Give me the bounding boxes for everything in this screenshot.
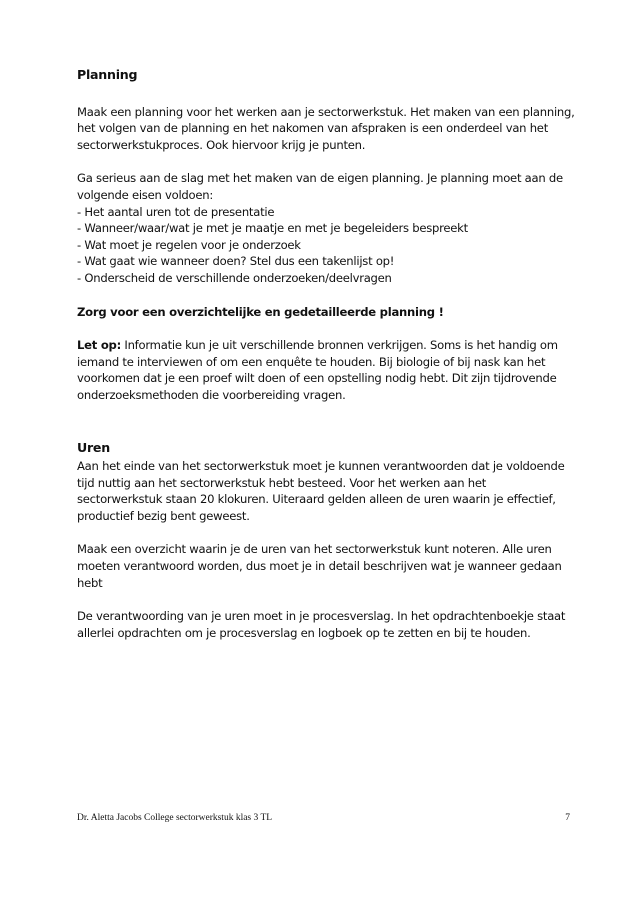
uren-paragraph-1 <box>77 458 577 524</box>
page-content <box>77 67 577 641</box>
text-line <box>77 337 577 354</box>
text-line: Aan het einde van het sectorwerkstuk moet je kunnen verantwoorden dat je voldoende <box>77 459 565 474</box>
planning-heading: Planning <box>77 67 138 82</box>
page-number: 7 <box>565 813 570 823</box>
text-line: het volgen van de planning en het nakomen van afspraken is een onderdeel van het <box>77 121 548 136</box>
footer-title: Dr. Aletta Jacobs College sectorwerkstuk klas 3 TL <box>77 813 273 823</box>
text-line: hebt <box>77 575 103 590</box>
planning-paragraph-1 <box>77 104 577 154</box>
text-line: sectorwerkstukproces. Ook hiervoor krijg je punten. <box>77 137 366 152</box>
text-line: De verantwoording van je uren moet in je procesverslag. In het opdrachtenboekje staat <box>77 609 566 624</box>
planning-emphasis: Zorg voor een overzichtelijke en gedetailleerde planning ! <box>77 304 444 319</box>
text-line: onderzoeksmethoden die voorbereiding vragen. <box>77 387 346 402</box>
list-item: - Wat moet je regelen voor je onderzoek <box>77 237 301 252</box>
text-line: tijd nuttig aan het sectorwerkstuk hebt besteed. Voor het werken aan het <box>77 475 487 490</box>
text-line: voorkomen dat je een proef wilt doen of een opstelling nodig hebt. Dit zijn tijdrovende <box>77 371 557 386</box>
uren-paragraph-2 <box>77 541 577 591</box>
note-text: Informatie kun je uit verschillende bronnen verkrijgen. Soms is het handig om <box>120 338 558 353</box>
text-line: iemand te interviewen of om een enquête te houden. Bij biologie of bij nask kan het <box>77 354 546 369</box>
note-label: Let op: <box>77 338 121 353</box>
text-line: volgende eisen voldoen: <box>77 187 214 202</box>
list-item: - Het aantal uren tot de presentatie <box>77 204 275 219</box>
list-item: - Wat gaat wie wanneer doen? Stel dus een takenlijst op! <box>77 254 395 269</box>
uren-paragraph-3 <box>77 608 577 641</box>
planning-requirements <box>77 170 577 286</box>
text-line: Maak een overzicht waarin je de uren van het sectorwerkstuk kunt noteren. Alle uren <box>77 542 552 557</box>
text-line: moeten verantwoord worden, dus moet je in detail beschrijven wat je wanneer gedaan <box>77 559 562 574</box>
planning-note <box>77 337 577 403</box>
text-line: Maak een planning voor het werken aan je sectorwerkstuk. Het maken van een planning, <box>77 104 575 119</box>
text-line: sectorwerkstuk staan 20 klokuren. Uiteraard gelden alleen de uren waarin je effectief, <box>77 492 556 507</box>
uren-heading: Uren <box>77 439 110 455</box>
text-line: productief bezig bent geweest. <box>77 508 250 523</box>
list-item: - Wanneer/waar/wat je met je maatje en met je begeleiders bespreekt <box>77 221 468 236</box>
text-line: Ga serieus aan de slag met het maken van de eigen planning. Je planning moet aan de <box>77 171 563 186</box>
list-item: - Onderscheid de verschillende onderzoeken/deelvragen <box>77 270 392 285</box>
text-line: allerlei opdrachten om je procesverslag en logboek op te zetten en bij te houden. <box>77 625 531 640</box>
